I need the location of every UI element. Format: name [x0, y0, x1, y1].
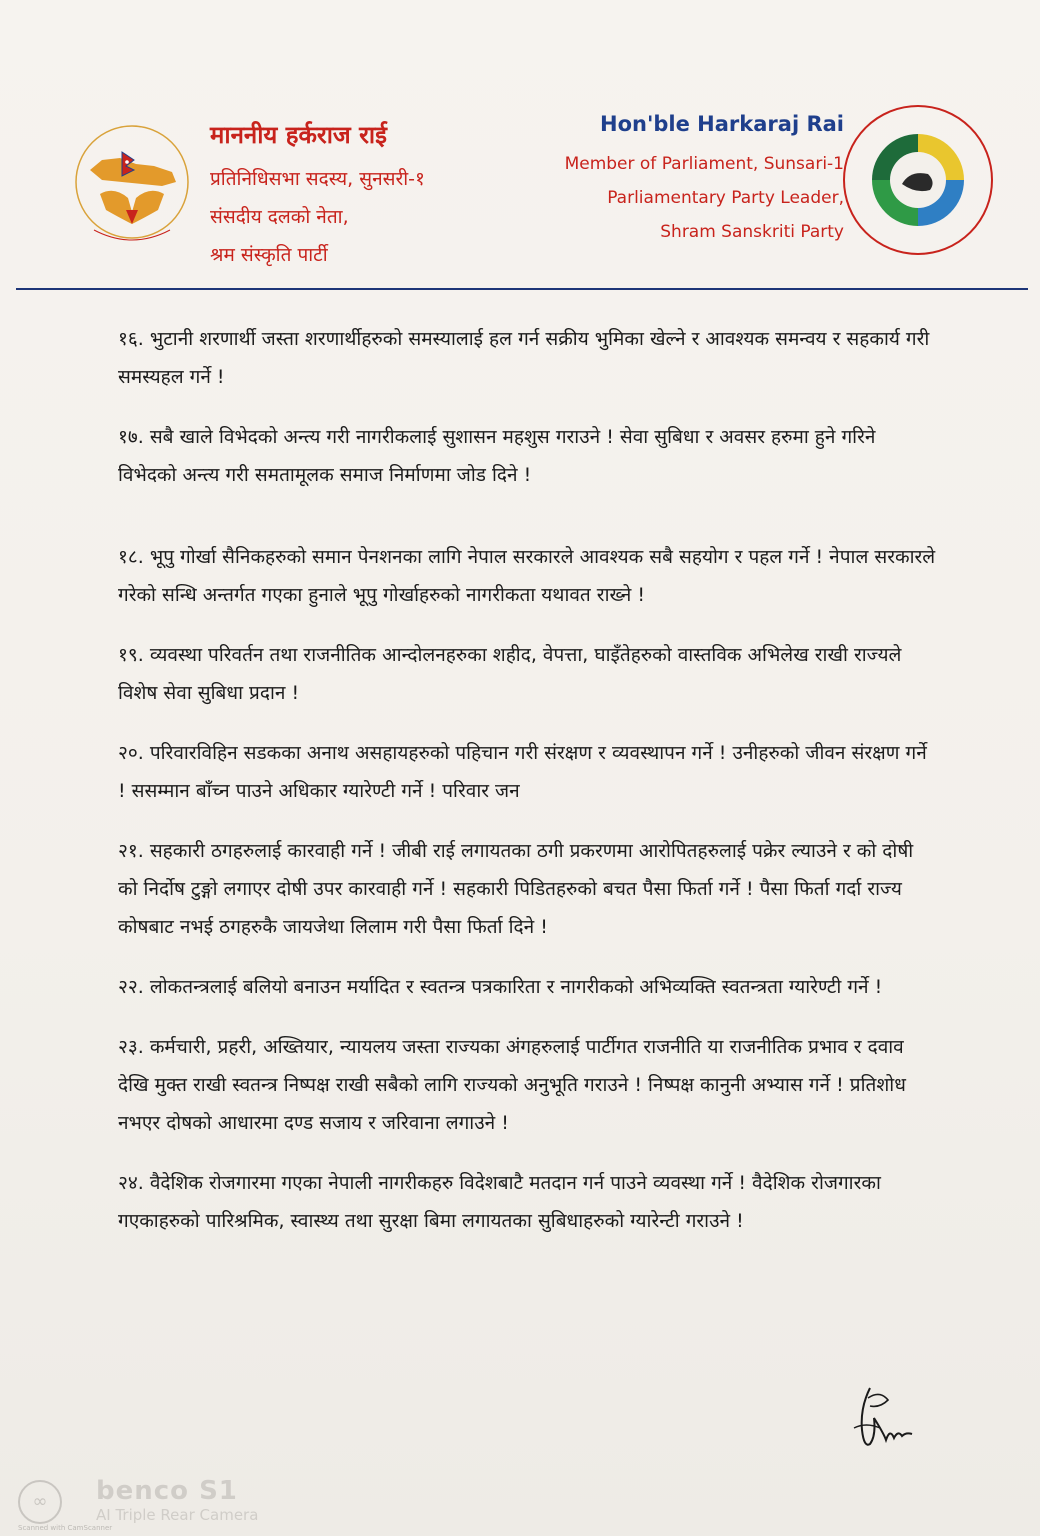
paragraph-17: १७. सबै खाले विभेदको अन्त्य गरी नागरीकलाई सुशासन महशुस गराउने ! सेवा सुबिधा र अवसर हरुमा हुने गरिने विभेदको अन्त्य गरी समतामूलक समाज निर्माणमा जोड दिने !: [118, 426, 876, 486]
title-nepali-3: श्रम संस्कृति पार्टी: [210, 244, 328, 266]
title-english-1: Member of Parliament, Sunsari-1: [564, 154, 844, 174]
paragraph-24: २४. वैदेशिक रोजगारमा गएका नेपाली नागरीकहरु विदेशबाटै मतदान गर्न पाउने व्यवस्था गर्ने ! वैदेशिक रोजगारका गएकाहरुको पारिश्रमिक, स्वास्थ्य तथा सुरक्षा बिमा लगायतका सुबिधाहरुको ग्यारेन्टी गराउने !: [118, 1172, 881, 1232]
title-english-2: Parliamentary Party Leader,: [607, 188, 844, 208]
right-header: [565, 112, 844, 256]
paragraph-23: २३. कर्मचारी, प्रहरी, अख्तियार, न्यायलय जस्ता राज्यका अंगहरुलाई पार्टीगत राजनीति या राजनीतिक प्रभाव र दवाव देखि मुक्त राखी स्वतन्त्र निष्पक्ष राखी सबैको लागि राज्यको अनुभूति गराउने ! निष्पक्ष कानुनी अभ्यास गर्ने ! प्रतिशोध नभएर दोषको आधारमा दण्ड सजाय र जरिवाना लगाउने !: [118, 1036, 906, 1134]
left-header: [210, 118, 425, 279]
paragraph-22: २२. लोकतन्त्रलाई बलियो बनाउन मर्यादित र स्वतन्त्र पत्रकारिता र नागरीकको अभिव्यक्ति स्वतन्त्रता ग्यारेण्टी गर्ने !: [118, 976, 883, 998]
infinity-icon: ∞: [18, 1480, 62, 1524]
signature: [840, 1378, 920, 1458]
name-english: Hon'ble Harkaraj Rai: [600, 112, 844, 136]
paragraph-20: २०. परिवारविहिन सडकका अनाथ असहायहरुको पहिचान गरी संरक्षण र व्यवस्थापन गर्ने ! उनीहरुको जीवन संरक्षण गर्ने ! ससम्मान बाँच्न पाउने अधिकार ग्यारेण्टी गर्ने ! परिवार जन: [118, 742, 927, 802]
camera-watermark: [12, 1470, 312, 1530]
paragraph-19: १९. व्यवस्था परिवर्तन तथा राजनीतिक आन्दोलनहरुका शहीद, वेपत्ता, घाइँतेहरुको वास्तविक अभिलेख राखी राज्यले विशेष सेवा सुबिधा प्रदान !: [118, 644, 902, 704]
watermark-brand: benco S1: [96, 1476, 238, 1506]
party-symbol-logo: [838, 100, 998, 260]
paragraph-16: १६. भुटानी शरणार्थी जस्ता शरणार्थीहरुको समस्यालाई हल गर्न सक्रीय भुमिका खेल्ने र आवश्यक समन्वय र सहकार्य गरी समस्यहल गर्ने !: [118, 328, 930, 388]
paragraph-18: १८. भूपु गोर्खा सैनिकहरुको समान पेनशनका लागि नेपाल सरकारले आवश्यक सबै सहयोग र पहल गर्ने ! नेपाल सरकारले गरेको सन्धि अन्तर्गत गएका हुनाले भूपु गोर्खाहरुको नागरीकता यथावत राख्ने !: [118, 546, 936, 606]
nepal-map-hands-logo: [72, 112, 192, 262]
watermark-subtitle: AI Triple Rear Camera: [96, 1506, 259, 1524]
paragraph-21: २१. सहकारी ठगहरुलाई कारवाही गर्ने ! जीबी राई लगायतका ठगी प्रकरणमा आरोपितहरुलाई पक्रेर ल्याउने र को दोषी को निर्दोष टुङ्गो लगाएर दोषी उपर कारवाही गर्ने ! सहकारी पिडितहरुको बचत पैसा फिर्ता गर्ने ! पैसा फिर्ता गर्दा राज्य कोषबाट नभई ठगहरुकै जायजेथा लिलाम गरी पैसा फिर्ता दिने !: [118, 840, 914, 938]
header-divider: [16, 288, 1028, 290]
title-nepali-2: संसदीय दलको नेता,: [210, 206, 349, 228]
letter-body: [118, 320, 938, 1262]
name-nepali: माननीय हर्कराज राई: [210, 121, 387, 149]
title-english-3: Shram Sanskriti Party: [660, 222, 844, 242]
title-nepali-1: प्रतिनिधिसभा सदस्य, सुनसरी-१: [210, 168, 425, 190]
scanner-note: Scanned with CamScanner: [18, 1524, 113, 1532]
